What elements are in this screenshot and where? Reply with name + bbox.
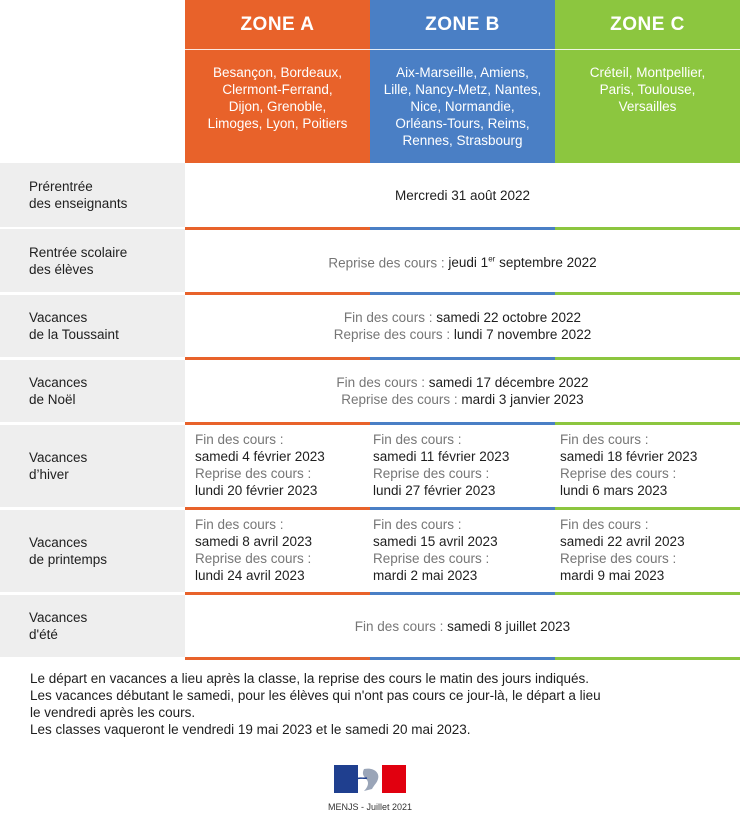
zone-a-line xyxy=(185,657,370,660)
zone-c-line xyxy=(555,507,740,510)
hiver-zone-c-cell: Fin des cours : samedi 18 février 2023 Reprise des cours : lundi 6 mars 2023 xyxy=(560,432,698,498)
cell-rentree xyxy=(185,230,740,292)
zone-b-cities: Aix-Marseille, Amiens, Lille, Nancy-Metz, Nantes, Nice, Normandie, Orléans-Tours, Reims, Rennes, Strasbourg xyxy=(383,65,542,148)
printemps-zone-c-cell: Fin des cours : samedi 22 avril 2023 Reprise des cours : mardi 9 mai 2023 xyxy=(560,517,685,583)
zone-a-line xyxy=(185,422,370,425)
zone-c-title: ZONE C xyxy=(610,14,685,35)
zone-b-title: ZONE B xyxy=(425,14,500,35)
toussaint-reprise: lundi 7 novembre 2022 xyxy=(453,327,592,342)
marianne-logo-icon xyxy=(334,765,406,793)
rentree-date: jeudi 1er septembre 2022 xyxy=(448,254,597,271)
zone-c-line xyxy=(555,657,740,660)
reprise-label: Reprise des cours : xyxy=(328,255,445,271)
toussaint-fin: samedi 22 octobre 2022 xyxy=(436,310,582,325)
zone-c-header xyxy=(555,0,740,163)
zone-a-header xyxy=(185,0,370,163)
row-label-toussaint: Vacances de la Toussaint xyxy=(0,295,185,357)
prerentree-date: Mercredi 31 août 2022 xyxy=(394,187,531,203)
zone-b-divider xyxy=(370,49,555,50)
ete-fin: samedi 8 juillet 2023 xyxy=(447,618,571,634)
footnote: Le départ en vacances a lieu après la classe, la reprise des cours le matin des jours indiqués. Les vacances débutant le samedi, pour les élèves qui n'ont pas cours ce jour-là, le départ a lieu le vendredi après les cours. Les classes vaqueront le vendredi 19 mai 2023 et le samedi 20 mai 2023. xyxy=(30,671,601,737)
zone-b-line xyxy=(370,657,555,660)
printemps-zone-b-cell: Fin des cours : samedi 15 avril 2023 Reprise des cours : mardi 2 mai 2023 xyxy=(373,517,498,583)
noel-reprise: mardi 3 janvier 2023 xyxy=(461,392,584,407)
zone-b-line xyxy=(370,507,555,510)
row-label-ete: Vacances d'été xyxy=(0,595,185,657)
zone-a-cities: Besançon, Bordeaux, Clermont-Ferrand, Dijon, Grenoble, Limoges, Lyon, Poitiers xyxy=(207,65,348,131)
zone-b-header xyxy=(370,0,555,163)
zone-c-line xyxy=(555,422,740,425)
cell-toussaint: Fin des cours : samedi 22 octobre 2022 Reprise des cours : lundi 7 novembre 2022 xyxy=(333,310,592,342)
row-label-noel: Vacances de Noël xyxy=(0,360,185,422)
row-label-rentree: Rentrée scolaire des élèves xyxy=(0,229,185,292)
row-label-hiver: Vacances d’hiver xyxy=(0,425,185,507)
credit-text: MENJS - Juillet 2021 xyxy=(327,802,413,812)
printemps-zone-a-cell: Fin des cours : samedi 8 avril 2023 Reprise des cours : lundi 24 avril 2023 xyxy=(195,517,313,583)
hiver-zone-b-cell: Fin des cours : samedi 11 février 2023 Reprise des cours : lundi 27 février 2023 xyxy=(373,432,510,498)
noel-fin: samedi 17 décembre 2022 xyxy=(428,375,589,390)
zone-c-divider xyxy=(555,49,740,50)
hiver-zone-a-cell: Fin des cours : samedi 4 février 2023 Reprise des cours : lundi 20 février 2023 xyxy=(195,432,325,498)
zone-a-divider xyxy=(185,49,370,50)
cell-prerentree xyxy=(185,163,740,227)
cell-noel: Fin des cours : samedi 17 décembre 2022 Reprise des cours : mardi 3 janvier 2023 xyxy=(336,375,589,407)
cell-ete: Fin des cours : samedi 8 juillet 2023 xyxy=(354,618,571,634)
zone-c-cities: Créteil, Montpellier, Paris, Toulouse, Versailles xyxy=(589,65,706,114)
zone-a-line xyxy=(185,507,370,510)
row-label-printemps: Vacances de printemps xyxy=(0,510,185,592)
row-label-prerentree: Prérentrée des enseignants xyxy=(0,163,185,227)
zone-b-line xyxy=(370,422,555,425)
zone-a-title: ZONE A xyxy=(240,14,315,35)
